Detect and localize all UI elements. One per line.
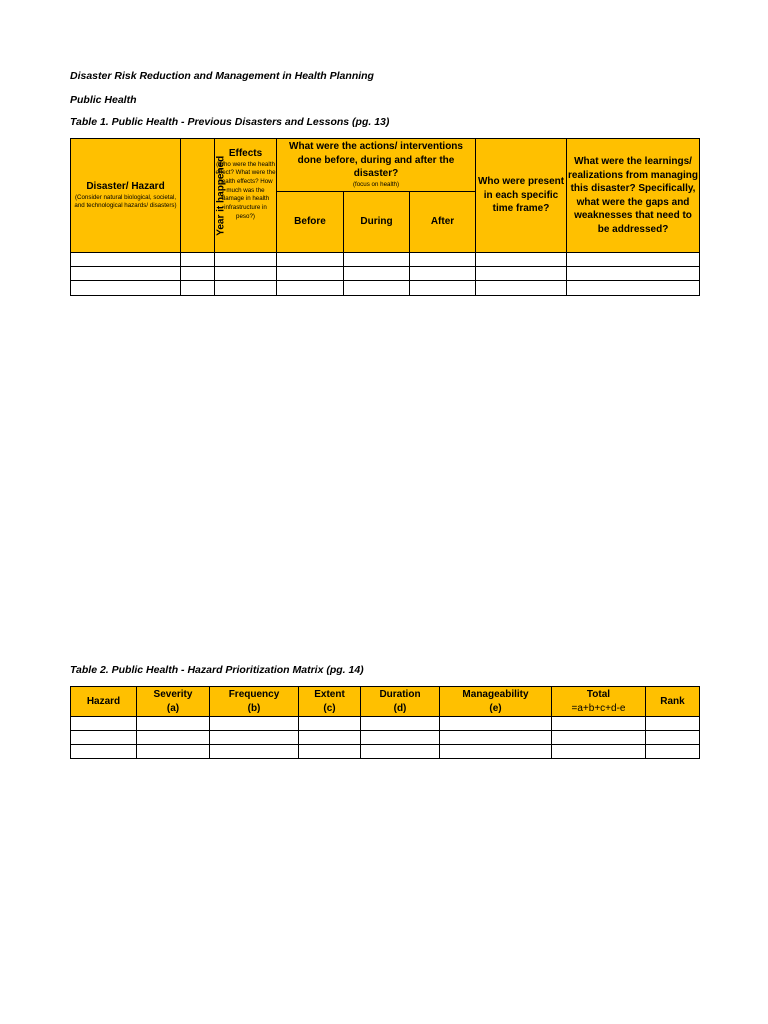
table-cell[interactable] [440,717,552,731]
table-cell[interactable] [277,281,344,296]
table2 [70,686,700,759]
table-cell[interactable] [344,281,410,296]
table-cell[interactable] [299,745,361,759]
table-cell[interactable] [71,717,137,731]
table-cell[interactable] [215,267,277,281]
table-cell[interactable] [299,731,361,745]
header-disaster-hazard-note: (Consider natural biological, societal, and technological hazards/ disasters) [74,193,177,210]
table-cell[interactable] [71,731,137,745]
header-learnings: What were the learnings/ realizations from managing this disaster? Specifically, what were the gaps and weaknesses that need to be addressed? [567,139,700,253]
header-effects-note: (Who were the health effect? What were the health effects? How much was the damage in health infrastructure in peso?) [215,160,276,220]
table-cell[interactable] [210,731,299,745]
table-cell[interactable] [361,745,440,759]
table-cell[interactable] [567,281,700,296]
table-row [71,717,700,731]
header-actions: What were the actions/ interventions done before, during and after the disaster? (focus on health) [277,139,476,192]
header-total: Total =a+b+c+d-e [552,687,646,717]
table-row [71,267,700,281]
section-title: Public Health [70,94,137,106]
table-cell[interactable] [410,253,476,267]
table-cell[interactable] [71,267,181,281]
header-disaster-hazard: Disaster/ Hazard (Consider natural biological, societal, and technological hazards/ disasters) [71,139,181,253]
header-extent: Extent (c) [299,687,361,717]
table-row [71,731,700,745]
header-during: During [344,192,410,253]
table-cell[interactable] [476,281,567,296]
table-cell[interactable] [71,281,181,296]
table-cell[interactable] [181,253,215,267]
table-cell[interactable] [210,717,299,731]
table-row [71,281,700,296]
header-duration: Duration (d) [361,687,440,717]
table-cell[interactable] [476,267,567,281]
header-year: Year it happened [181,139,215,253]
table-cell[interactable] [361,731,440,745]
header-before: Before [277,192,344,253]
table-cell[interactable] [410,281,476,296]
header-hazard: Hazard [71,687,137,717]
table-cell[interactable] [137,717,210,731]
table-cell[interactable] [567,253,700,267]
header-effects: Effects (Who were the health effect? What were the health effects? How much was the damage in health infrastructure in peso?) [215,139,277,253]
table-cell[interactable] [440,745,552,759]
table1 [70,138,700,296]
table-cell[interactable] [410,267,476,281]
table-cell[interactable] [215,253,277,267]
header-who-present: Who were present in each specific time frame? [476,139,567,253]
table-cell[interactable] [552,731,646,745]
document-title: Disaster Risk Reduction and Management in Health Planning [70,70,374,82]
table-cell[interactable] [277,267,344,281]
table-cell[interactable] [181,281,215,296]
table-cell[interactable] [181,267,215,281]
table-cell[interactable] [646,717,700,731]
table-cell[interactable] [215,281,277,296]
table-row [71,253,700,267]
table1-caption: Table 1. Public Health - Previous Disasters and Lessons (pg. 13) [70,116,390,128]
table-cell[interactable] [646,731,700,745]
table-cell[interactable] [567,267,700,281]
table-cell[interactable] [277,253,344,267]
table-cell[interactable] [71,745,137,759]
table-row [71,745,700,759]
table-cell[interactable] [137,731,210,745]
table-cell[interactable] [299,717,361,731]
table-cell[interactable] [646,745,700,759]
header-rank: Rank [646,687,700,717]
table-cell[interactable] [344,253,410,267]
table2-caption: Table 2. Public Health - Hazard Prioritization Matrix (pg. 14) [70,664,364,676]
header-severity: Severity (a) [137,687,210,717]
header-frequency: Frequency (b) [210,687,299,717]
table-cell[interactable] [71,253,181,267]
table-cell[interactable] [344,267,410,281]
table-cell[interactable] [361,717,440,731]
header-actions-note: (focus on health) [352,180,400,188]
table-cell[interactable] [552,745,646,759]
table-cell[interactable] [137,745,210,759]
header-manageability: Manageability (e) [440,687,552,717]
header-after: After [410,192,476,253]
table-cell[interactable] [440,731,552,745]
table-cell[interactable] [552,717,646,731]
table-cell[interactable] [476,253,567,267]
table-cell[interactable] [210,745,299,759]
